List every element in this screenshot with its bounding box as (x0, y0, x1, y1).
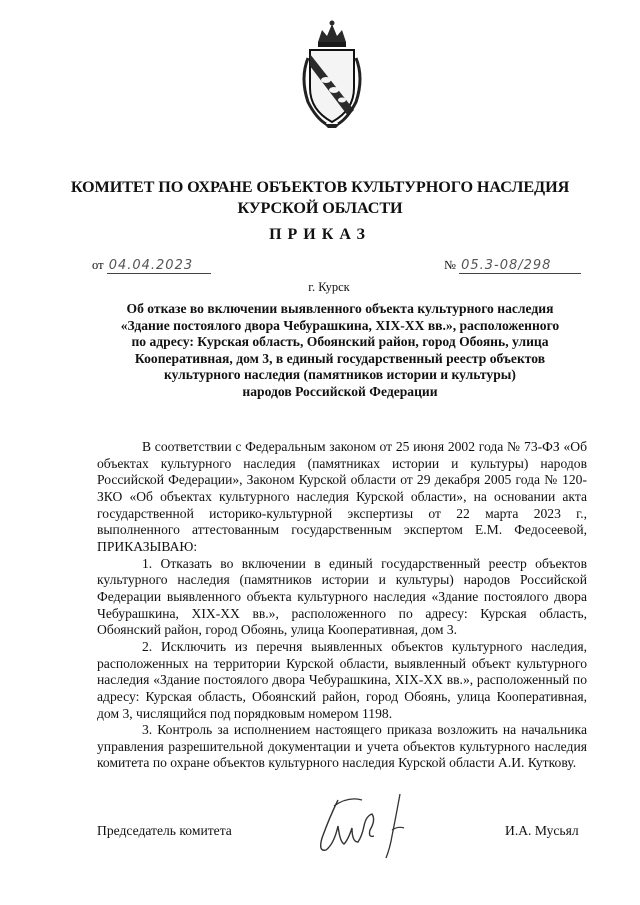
date-value: 04.04.2023 (107, 258, 211, 274)
title-line: Кооперативная, дом 3, в единый государственный реестр объектов (134, 350, 546, 366)
number-value: 05.3-08/298 (459, 258, 581, 274)
item-2-paragraph: 2. Исключить из перечня выявленных объектов культурного наследия, расположенных на территории Курской области, выявленный объект культурного наследия «Здание постоялого двора Чебурашкина, XIX-XX вв.», расположенный по адресу: Курская область, Обоянский район, город Обоянь, улица Кооперативная, дом 3, числящийся под порядковым номером 1198. (97, 638, 587, 721)
organization-line-1: КОМИТЕТ ПО ОХРАНЕ ОБЪЕКТОВ КУЛЬТУРНОГО НАСЛЕДИЯ (70, 178, 570, 196)
title-line: «Здание постоялого двора Чебурашкина, XIX-XX вв.», расположенного (120, 317, 560, 333)
title-line: по адресу: Курская область, Обоянский район, город Обоянь, улица (131, 334, 549, 350)
preamble-paragraph: В соответствии с Федеральным законом от 25 июня 2002 года № 73-ФЗ «Об объектах культурного наследия (памятниках истории и культуры) народов Российской Федерации», Законом Курской области от 29 декабря 2005 года № 120-ЗКО «Об объектах культурного наследия Курской области», на основании акта государственной историко-культурной экспертизы от 22 марта 2023 г., выполненного аттестованным государственным экспертом Е.М. Федосеевой, ПРИКАЗЫВАЮ: (97, 439, 587, 554)
organization-name (40, 177, 600, 219)
city: г. Курск (308, 280, 350, 294)
date-prefix: от (92, 258, 104, 272)
handwritten-signature-icon (308, 786, 418, 866)
number-prefix: № (444, 258, 456, 272)
item-3-paragraph: 3. Контроль за исполнением настоящего приказа возложить на начальника управления разрешительной документации и учета объектов культурного наследия комитета по охране объектов культурного наследия Курской области А.И. Куткову. (97, 722, 587, 771)
title-line: культурного наследия (памятников истории и культуры) (164, 367, 516, 383)
title-line: народов Российской Федерации (242, 383, 438, 399)
organization-line-2: КУРСКОЙ ОБЛАСТИ (237, 199, 403, 217)
order-title (100, 301, 580, 401)
number-field (444, 258, 581, 274)
order-body (97, 439, 587, 772)
title-line: Об отказе во включении выявленного объекта культурного наследия (126, 301, 554, 316)
date-field (92, 258, 211, 274)
signatory-position: Председатель комитета (97, 823, 232, 838)
kursk-coat-of-arms-icon (296, 18, 368, 130)
signatory-name: И.А. Мусьял (505, 823, 579, 838)
document-type-title: ПРИКАЗ (269, 226, 371, 243)
item-1-paragraph: 1. Отказать во включении в единый государственный реестр объектов культурного наследия (памятников истории и культуры) народов Российской Федерации выявленного объекта культурного наследия «Здание постоялого двора Чебурашкина, XIX-XX вв.», расположенного по адресу: Курская область, Обоянский район, город Обоянь, улица Кооперативная, дом 3. (97, 555, 587, 638)
